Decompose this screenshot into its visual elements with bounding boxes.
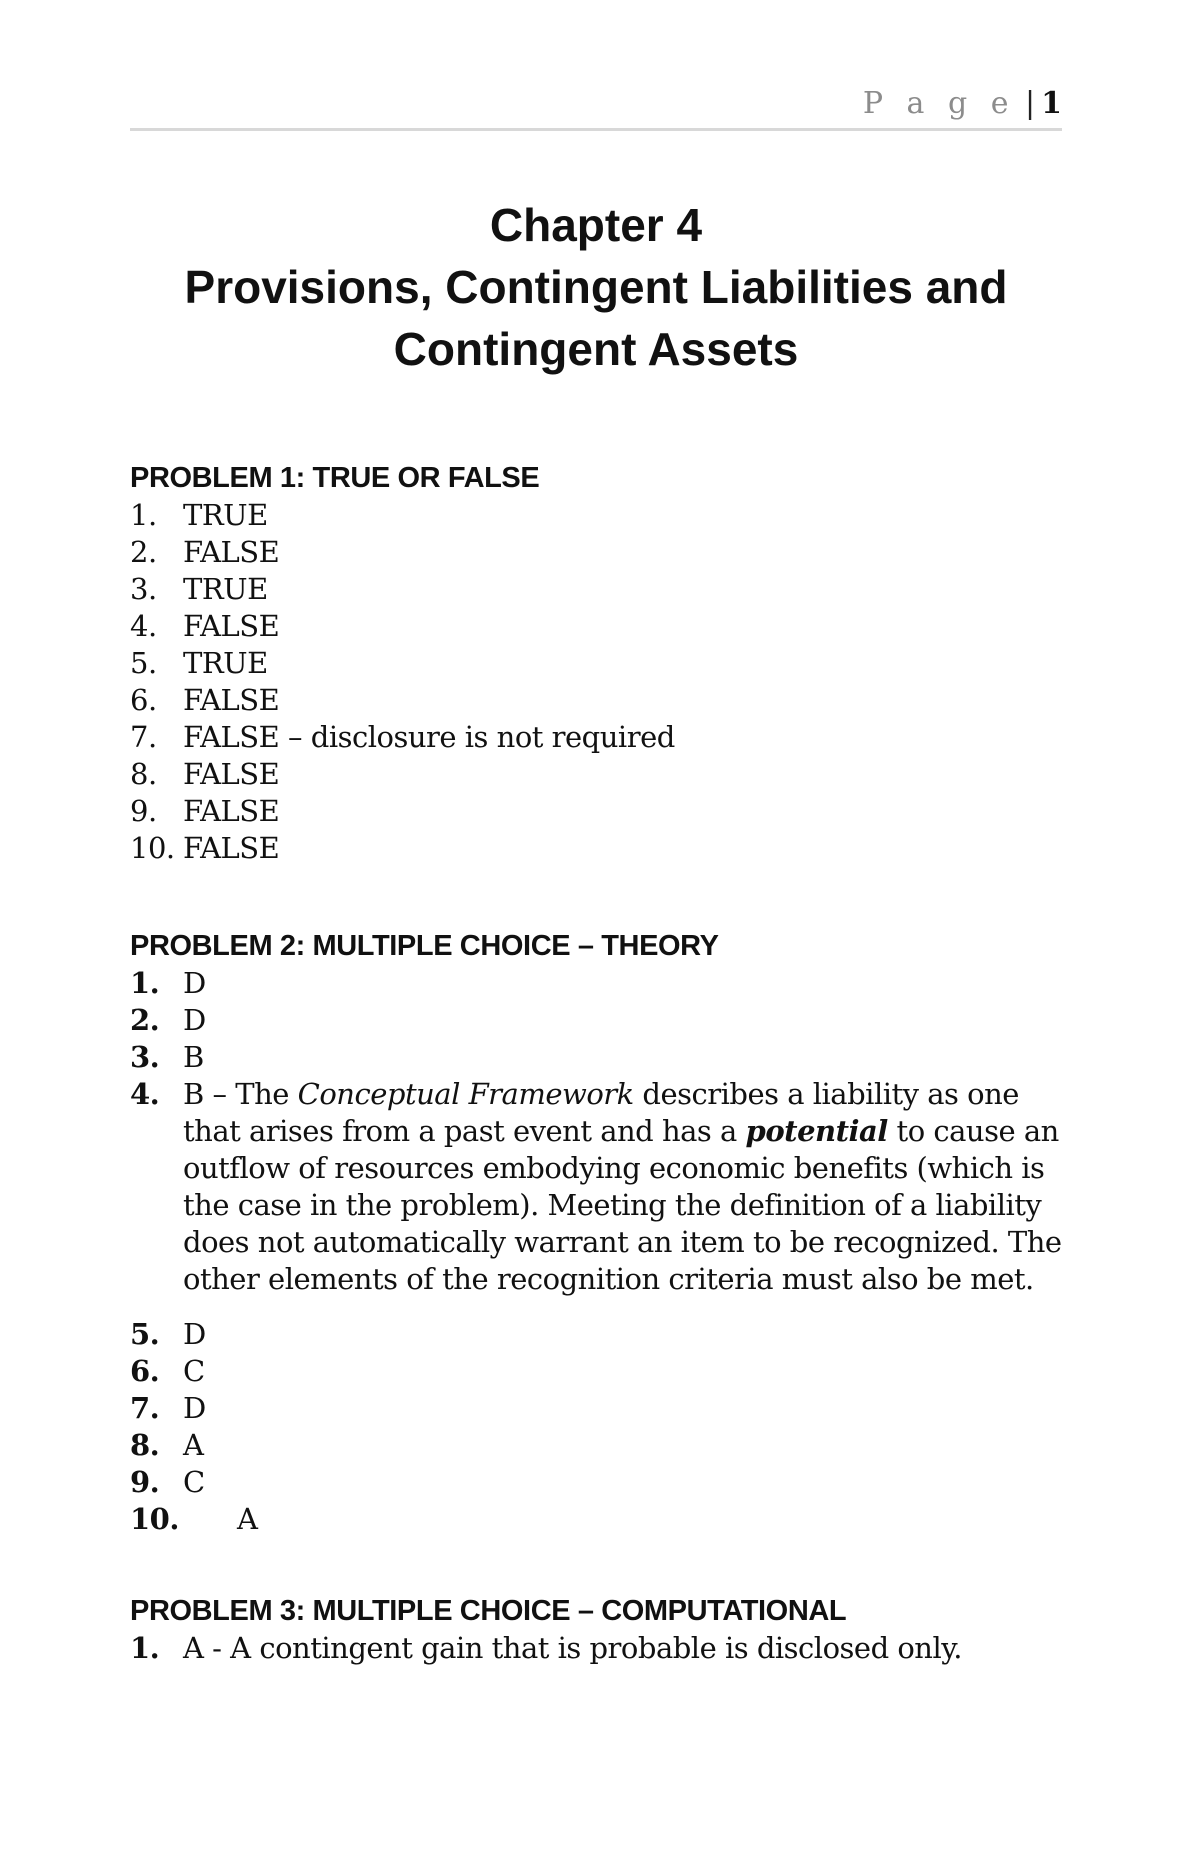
document-body [130, 460, 1062, 1667]
item-number: 9. [130, 794, 157, 828]
list-item [130, 1464, 1062, 1501]
item-answer: A - A contingent gain that is probable is disclosed only. [183, 1631, 963, 1665]
list-item [130, 608, 1062, 645]
item-answer: D [183, 1003, 206, 1037]
item-number: 4. [130, 609, 157, 643]
item-number: 2. [130, 535, 157, 569]
item-answer-explanation [183, 1076, 1062, 1298]
problem-1-answer-list [130, 497, 1062, 867]
list-item [130, 1076, 1062, 1298]
page-header [130, 86, 1062, 131]
chapter-title-line-1: Chapter 4 [489, 199, 703, 251]
list-item [130, 756, 1062, 793]
item-answer: D [183, 966, 206, 1000]
problem-3-heading: PROBLEM 3: MULTIPLE CHOICE – COMPUTATIONAL [130, 1595, 847, 1627]
item-number: 6. [130, 1354, 160, 1388]
item-number: 9. [130, 1465, 160, 1499]
chapter-title-line-2: Provisions, Contingent Liabilities and [184, 261, 1008, 313]
explanation-bold-italic-term: potential [745, 1114, 888, 1148]
item-answer: FALSE [183, 831, 280, 865]
item-number: 5. [130, 1317, 160, 1351]
explanation-italic-term: Conceptual Framework [297, 1077, 634, 1111]
item-number: 8. [130, 757, 157, 791]
item-number: 4. [130, 1077, 160, 1111]
explanation-text-part: to cause an outflow of resources embodying economic benefits (which is the case in the problem). Meeting the definition of a liability does not automatically warrant an item to be recognized. The other elements of the recognition criteria must also be met. [183, 1114, 1062, 1296]
list-item [130, 1390, 1062, 1427]
item-number: 3. [130, 1040, 160, 1074]
list-item [130, 1501, 1062, 1538]
list-item [130, 830, 1062, 867]
page-number: 1 [1041, 86, 1062, 121]
item-number: 1. [130, 1631, 160, 1665]
list-item [130, 1353, 1062, 1390]
problem-2-answer-list [130, 965, 1062, 1538]
section-spacer [130, 1538, 1062, 1593]
item-answer: A [183, 1428, 204, 1462]
item-number: 7. [130, 1391, 160, 1425]
list-item [130, 1427, 1062, 1464]
list-item [130, 1630, 1062, 1667]
item-answer: TRUE [183, 498, 268, 532]
item-answer: FALSE [183, 757, 280, 791]
list-item [130, 645, 1062, 682]
item-answer: FALSE [183, 609, 280, 643]
item-answer: C [183, 1465, 205, 1499]
page-label: P a g e [862, 86, 1016, 121]
section-spacer [130, 867, 1062, 928]
item-number: 1. [130, 498, 157, 532]
list-item [130, 965, 1062, 1002]
list-item [130, 497, 1062, 534]
problem-2-heading: PROBLEM 2: MULTIPLE CHOICE – THEORY [130, 930, 719, 962]
list-item [130, 1002, 1062, 1039]
item-answer: D [183, 1317, 206, 1351]
list-item [130, 534, 1062, 571]
item-number: 8. [130, 1428, 160, 1462]
item-number: 3. [130, 572, 157, 606]
item-number: 6. [130, 683, 157, 717]
item-answer: FALSE – disclosure is not required [183, 720, 675, 754]
item-answer: C [183, 1354, 205, 1388]
item-answer: FALSE [183, 794, 280, 828]
item-number: 1. [130, 966, 160, 1000]
item-number: 5. [130, 646, 157, 680]
list-item [130, 1316, 1062, 1353]
item-answer: B [183, 1040, 204, 1074]
list-item [130, 682, 1062, 719]
list-item [130, 571, 1062, 608]
explanation-text-part: B – The [183, 1077, 298, 1111]
item-number: 10. [130, 831, 175, 865]
page-separator: | [1025, 86, 1036, 121]
item-answer: FALSE [183, 683, 280, 717]
list-item [130, 719, 1062, 756]
item-answer: TRUE [183, 646, 268, 680]
item-number: 7. [130, 720, 157, 754]
item-answer: A [237, 1502, 258, 1536]
list-item [130, 793, 1062, 830]
chapter-title-line-3: Contingent Assets [393, 323, 799, 375]
item-answer: FALSE [183, 535, 280, 569]
item-answer: D [183, 1391, 206, 1425]
item-answer: TRUE [183, 572, 268, 606]
list-item [130, 1039, 1062, 1076]
explanation-text-part: describes a liability as one that arises from a past event and has a [183, 1077, 1019, 1148]
problem-3-answer-list [130, 1630, 1062, 1667]
item-number: 2. [130, 1003, 160, 1037]
item-number: 10. [130, 1502, 179, 1536]
problem-1-heading: PROBLEM 1: TRUE OR FALSE [130, 462, 540, 494]
chapter-title [130, 194, 1062, 380]
